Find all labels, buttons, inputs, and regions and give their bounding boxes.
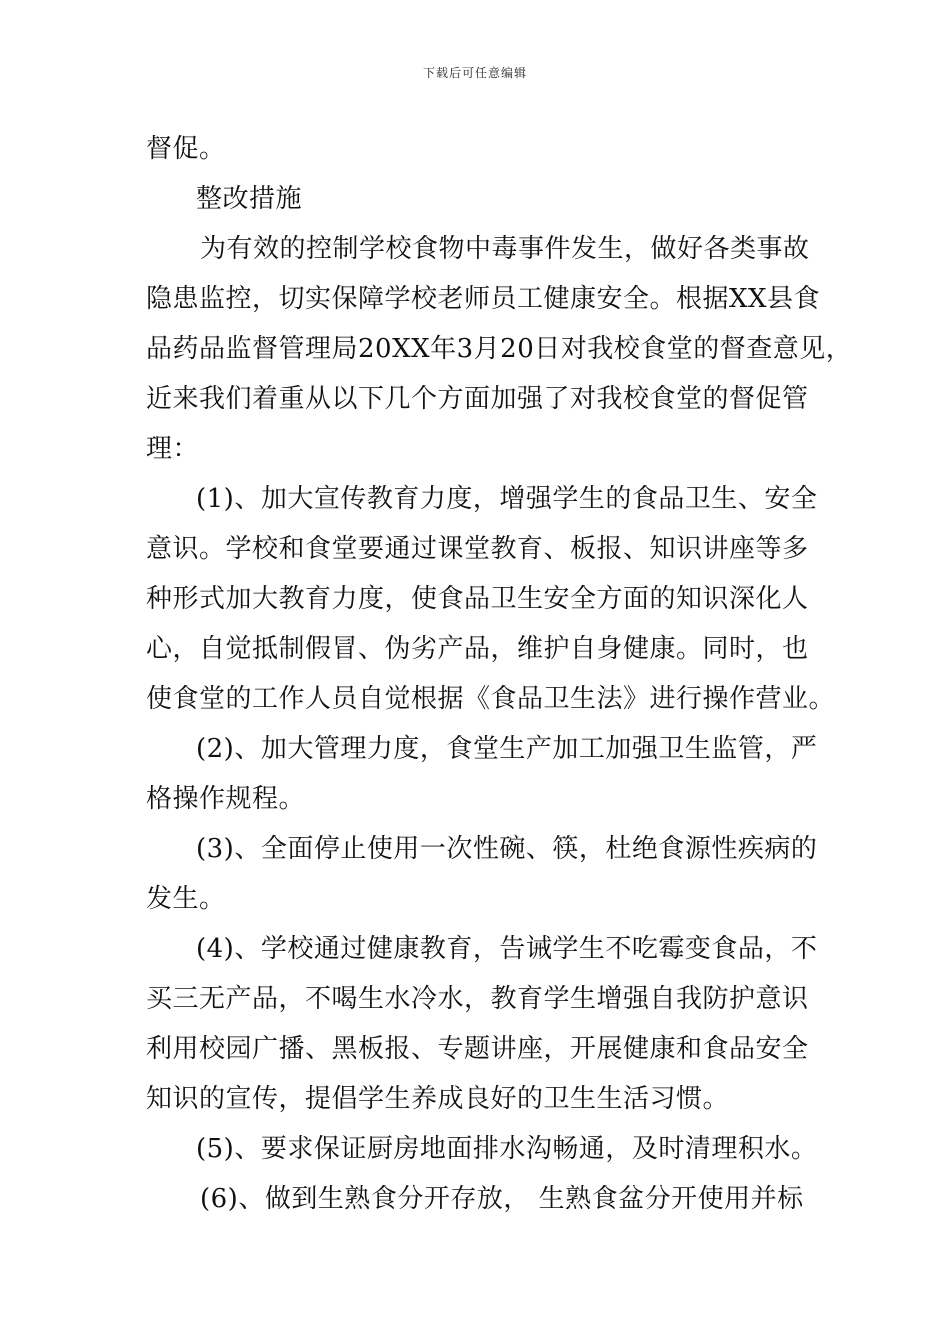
text-line: (5)、要求保证厨房地面排水沟畅通，及时清理积水。 — [196, 1134, 818, 1164]
text-line: 使食堂的工作人员自觉根据《食品卫生法》进行操作营业。 — [146, 684, 836, 714]
text-line: 利用校园广播、黑板报、专题讲座，开展健康和食品安全 — [146, 1034, 809, 1064]
text-line: 买三无产品，不喝生水冷水，教育学生增强自我防护意识 — [146, 984, 809, 1014]
text-line: 督促。 — [146, 134, 226, 164]
text-line: 近来我们着重从以下几个方面加强了对我校食堂的督促管 — [146, 384, 809, 414]
text-line: 理： — [146, 434, 200, 464]
text-line: 隐患监控，切实保障学校老师员工健康安全。根据XX县食 — [146, 284, 821, 314]
page-header: 下载后可任意编辑 — [422, 66, 527, 80]
text-line: 种形式加大教育力度，使食品卫生安全方面的知识深化人 — [146, 584, 809, 614]
section-heading: 整改措施 — [196, 184, 303, 214]
text-line: 心，自觉抵制假冒、伪劣产品，维护自身健康。同时，也 — [146, 634, 809, 664]
text-line: 品药品监督管理局20XX年3月20日对我校食堂的督查意见， — [146, 334, 853, 364]
text-line: (1)、加大宣传教育力度，增强学生的食品卫生、安全 — [196, 484, 818, 514]
text-line: 格操作规程。 — [146, 784, 306, 814]
text-line: 意识。学校和食堂要通过课堂教育、板报、知识讲座等多 — [146, 534, 809, 564]
text-line: 为有效的控制学校食物中毒事件发生，做好各类事故 — [200, 234, 810, 264]
text-line: (6)、做到生熟食分开存放， 生熟食盆分开使用并标 — [200, 1184, 804, 1214]
text-line: (2)、加大管理力度，食堂生产加工加强卫生监管，严 — [196, 734, 818, 764]
text-line: 发生。 — [146, 884, 226, 914]
text-line: (4)、学校通过健康教育，告诫学生不吃霉变食品，不 — [196, 934, 818, 964]
text-line: 知识的宣传，提倡学生养成良好的卫生生活习惯。 — [146, 1084, 730, 1114]
text-line: (3)、全面停止使用一次性碗、筷，杜绝食源性疾病的 — [196, 834, 818, 864]
